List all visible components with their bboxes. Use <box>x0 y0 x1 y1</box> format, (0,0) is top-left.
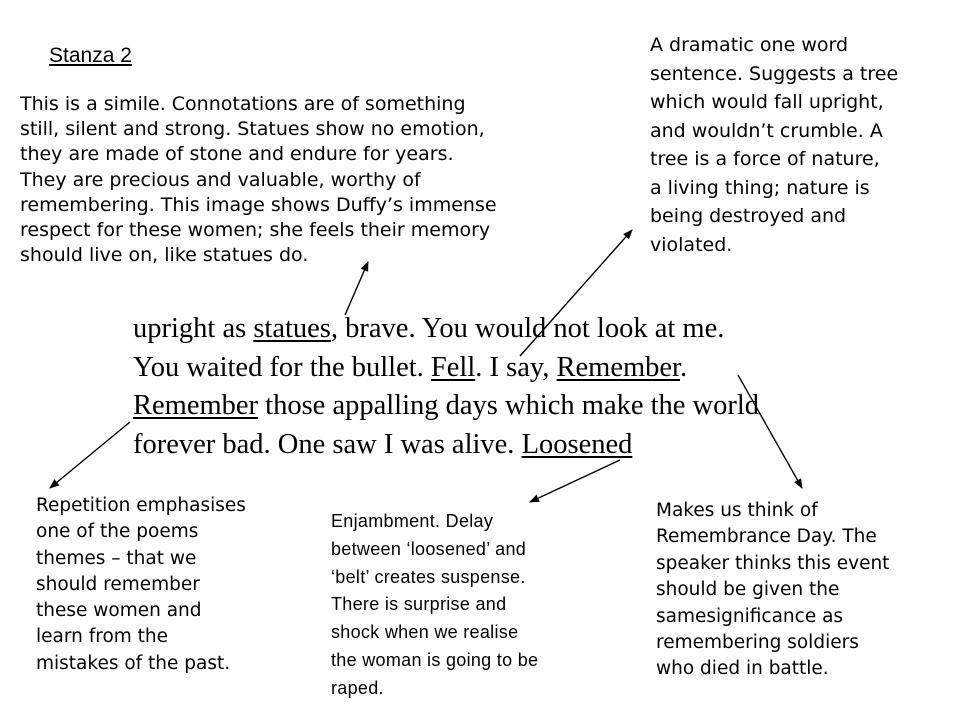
annotation-repetition: Repetition emphasises one of the poems themes – that we should remember these women and learn from the mistakes of the past. <box>36 495 246 674</box>
highlight-fell: Fell <box>430 351 476 383</box>
highlight-loosened: Loosened <box>521 428 633 460</box>
annotation-fell: A dramatic one word sentence. Suggests a tree which would fall upright, and wouldn’t crumble. A tree is a force of nature, a living thing; nature is being destroyed and violated. <box>650 34 899 256</box>
arrow-remember-to-remembrance <box>738 375 802 488</box>
poem-text: You waited for the bullet. <box>133 351 431 383</box>
stanza-title: Stanza 2 <box>49 44 132 67</box>
poem-text: those appalling days which make the world <box>258 390 760 421</box>
poem-text: . I say, <box>475 351 557 383</box>
arrow-statues-to-simile <box>345 262 368 315</box>
highlight-remember-1: Remember <box>556 351 680 383</box>
poem-text: . <box>679 351 688 383</box>
poem-text: upright as <box>133 313 254 344</box>
annotation-remembrance: Makes us think of Remembrance Day. The speaker thinks this event should be given the samesignificance as remembering soldiers who died in battle. <box>656 500 890 680</box>
poem-text: forever bad. One saw I was alive. <box>133 428 522 460</box>
highlight-remember-2: Remember <box>133 390 259 421</box>
arrow-remember-to-repetition <box>50 422 130 488</box>
annotation-simile: This is a simile. Connotations are of something still, silent and strong. Statues show no emotion, they are made of stone and endure for years. They are precious and valuable, worthy of remembering. This image shows Duffy’s immense respect for these women; she feels their memory should live on, like statues do. <box>20 93 497 267</box>
arrow-fell-to-note <box>520 230 632 356</box>
poem-text: , brave. You would not look at me. <box>330 313 725 344</box>
annotation-enjambment: Enjambment. Delay between ‘loosened’ and ‘belt’ creates suspense. There is surprise and shock when we realise the woman is going to be raped. <box>331 511 539 698</box>
highlight-statues: statues <box>253 313 331 344</box>
arrow-loosened-to-enjambment <box>530 460 620 502</box>
